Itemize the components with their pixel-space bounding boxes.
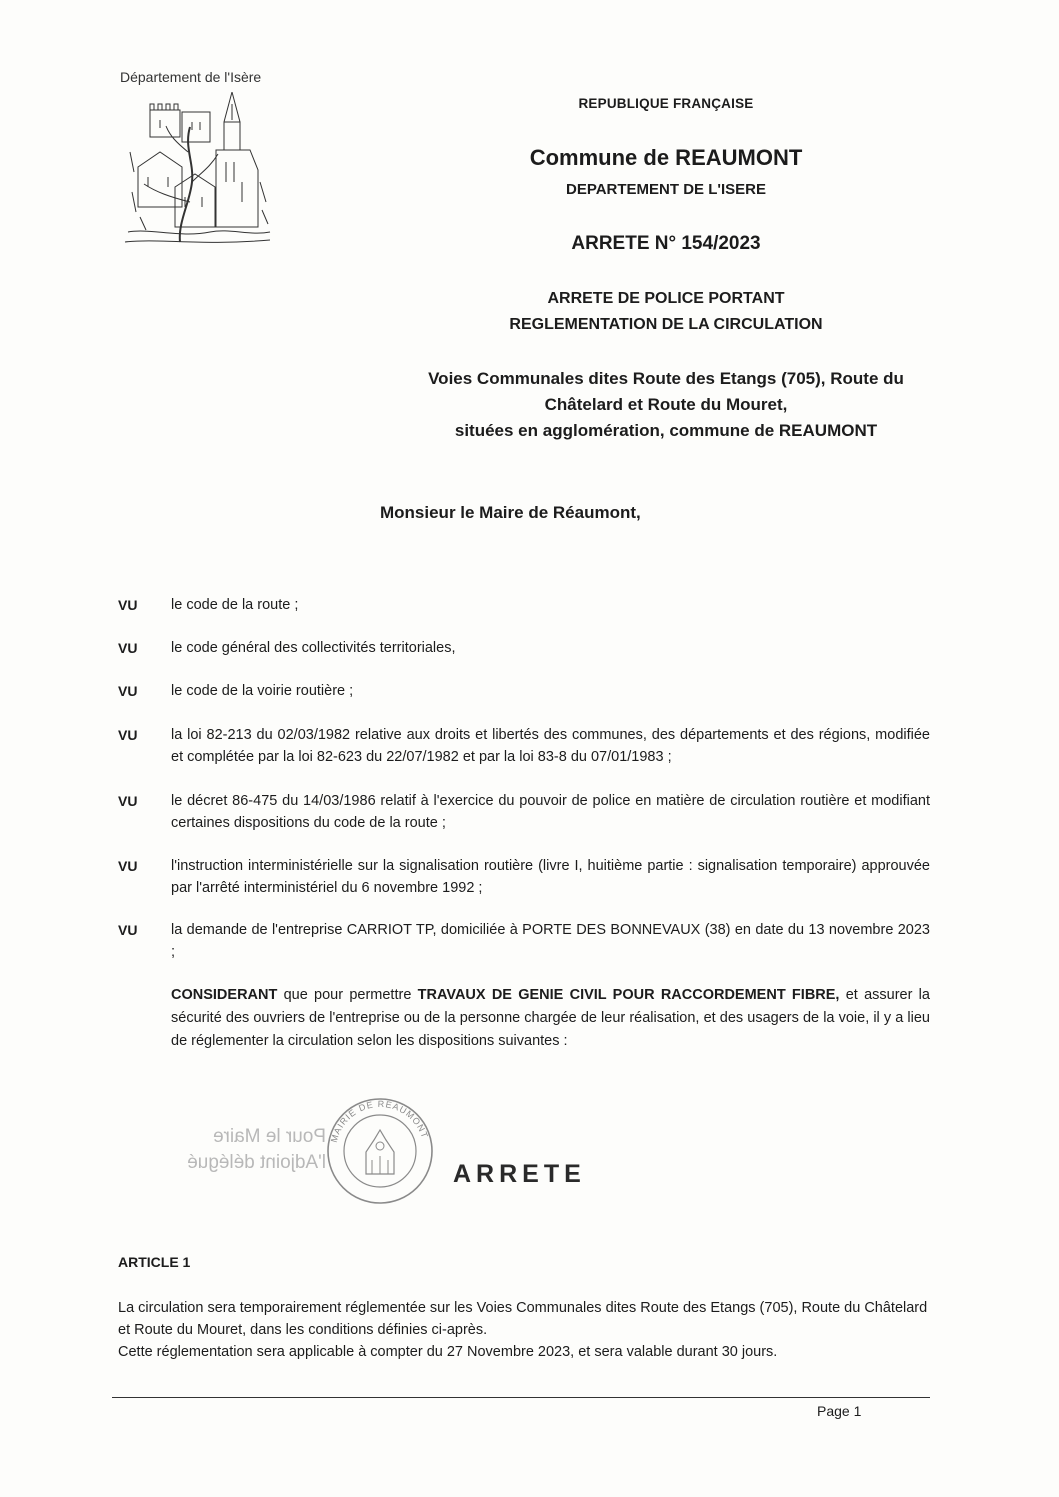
article-1-body	[118, 1297, 930, 1363]
vu-label: VU	[118, 640, 138, 656]
voies-line2: Châtelard et Route du Mouret,	[544, 395, 788, 414]
article-1-line1: La circulation sera temporairement réglementée sur les Voies Communales dites Route des Etangs (705), Route du Châtelard et Route du Mouret, dans les conditions définies ci-après.	[118, 1300, 928, 1338]
considerant-lead: CONSIDERANT	[171, 987, 278, 1003]
vu-text: le code de la voirie routière ;	[171, 683, 354, 699]
considerant-works: TRAVAUX DE GENIE CIVIL POUR RACCORDEMENT FIBRE,	[417, 987, 840, 1003]
stamp-text: MAIRIE DE REAUMONT	[328, 1098, 431, 1144]
voies-line1: Voies Communales dites Route des Etangs (705), Route du	[428, 369, 904, 388]
considerant-part2: et assurer la sécurité des ouvriers de l'entreprise ou de la personne chargée de leur réalisation, et des usagers de la voie, il y a lieu de réglementer la circulation selon les dispositions suivantes :	[171, 987, 930, 1049]
page-number: Page 1	[817, 1403, 862, 1419]
vu-label: VU	[118, 922, 138, 938]
republique-heading: REPUBLIQUE FRANÇAISE	[578, 96, 754, 111]
footer-divider	[112, 1397, 930, 1398]
commune-title: Commune de REAUMONT	[529, 145, 803, 170]
arrete-section-title: ARRETE	[453, 1160, 586, 1188]
vu-text: la demande de l'entreprise CARRIOT TP, domiciliée à PORTE DES BONNEVAUX (38) en date du 13 novembre 2023 ;	[171, 922, 930, 960]
arrete-number: ARRETE N° 154/2023	[571, 233, 761, 254]
village-church-logo	[120, 92, 280, 248]
salutation: Monsieur le Maire de Réaumont,	[380, 503, 641, 522]
arrete-subtitle-line2: REGLEMENTATION DE LA CIRCULATION	[509, 316, 823, 333]
considerant-part1: que pour permettre	[277, 987, 418, 1003]
article-1-title: ARTICLE 1	[118, 1254, 191, 1270]
vu-label: VU	[118, 683, 138, 699]
arrete-subtitle-line1: ARRETE DE POLICE PORTANT	[547, 290, 785, 307]
signature-line2: l'Adjoint délégué	[187, 1152, 326, 1173]
vu-text: l'instruction interministérielle sur la signalisation routière (livre I, huitième partie : signalisation temporaire) approuvée par l'arrêté interministériel du 6 novembre 1992 ;	[171, 858, 930, 896]
vu-text: la loi 82-213 du 02/03/1982 relative aux droits et libertés des communes, des départements et des régions, modifiée et complétée par la loi 82-623 du 22/07/1982 et par la loi 83-8 du 07/01/1983 ;	[171, 727, 930, 765]
voies-line3: situées en agglomération, commune de REAUMONT	[454, 421, 878, 440]
department-label: Département de l'Isère	[120, 69, 262, 85]
vu-text: le code général des collectivités territoriales,	[171, 640, 456, 656]
mayor-stamp-signature	[150, 1096, 440, 1206]
article-1-line2: Cette réglementation sera applicable à compter du 27 Novembre 2023, et sera valable durant 30 jours.	[118, 1344, 778, 1360]
vu-label: VU	[118, 858, 138, 874]
vu-label: VU	[118, 793, 138, 809]
vu-label: VU	[118, 597, 138, 613]
vu-label: VU	[118, 727, 138, 743]
vu-text: le code de la route ;	[171, 597, 299, 613]
vu-text: le décret 86-475 du 14/03/1986 relatif à l'exercice du pouvoir de police en matière de circulation routière et modifiant certaines dispositions du code de la route ;	[171, 793, 930, 831]
department-heading: DEPARTEMENT DE L'ISERE	[566, 181, 766, 198]
svg-text:MAIRIE DE REAUMONT	[329, 1099, 430, 1144]
considerant-paragraph	[171, 984, 930, 1053]
signature-line1: Pour le Maire	[213, 1126, 326, 1147]
